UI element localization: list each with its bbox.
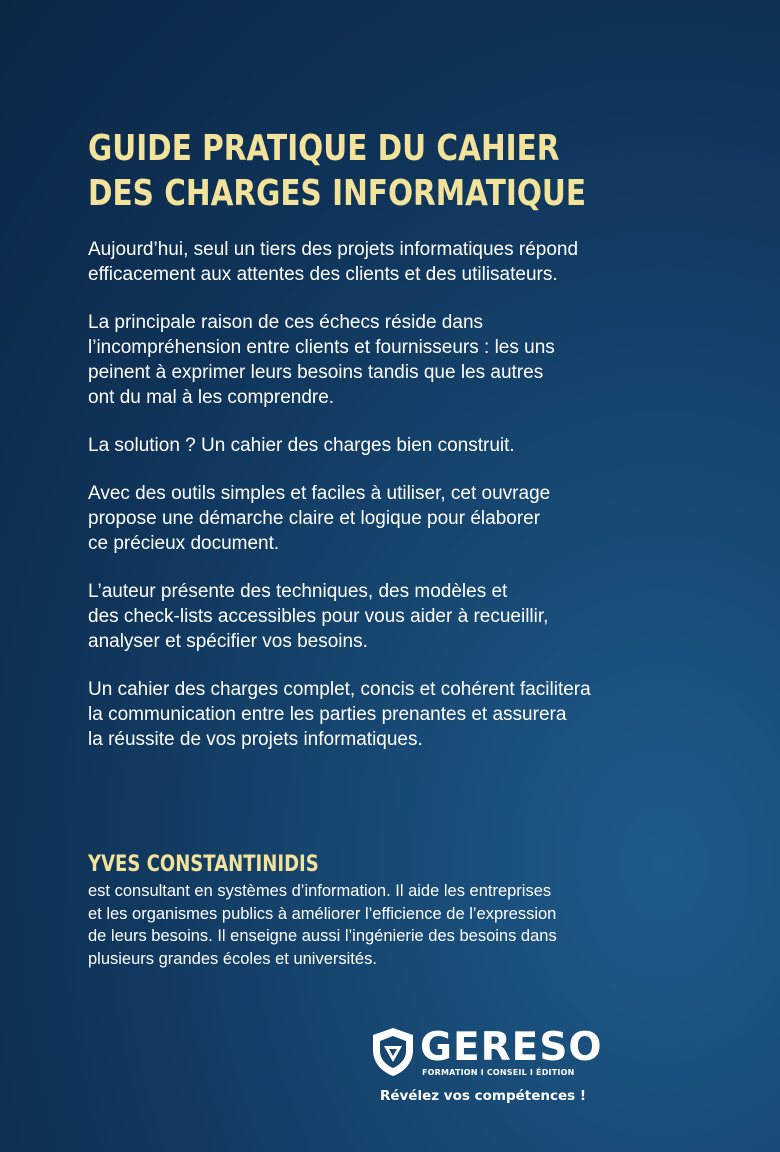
description-paragraph-3: La solution ? Un cahier des charges bien construit. xyxy=(88,435,515,456)
author-name: YVES CONSTANTINIDIS xyxy=(88,852,319,877)
description-paragraph-2: La principale raison de ces échecs réside dans l’incompréhension entre clients et fournisseurs : les uns peinent à exprimer leurs besoins tandis que les autres ont du mal à les comprendre. xyxy=(88,312,555,408)
author-bio: est consultant en systèmes d’information. Il aide les entreprises et les organismes publics à améliorer l’efficience de l’expression de leurs besoins. Il enseigne aussi l’ingénierie des besoins dans plusieurs grandes écoles et universités. xyxy=(88,882,557,968)
publisher-subtitle: FORMATION I CONSEIL I ÉDITION xyxy=(422,1068,575,1077)
description-paragraph-1: Aujourd’hui, seul un tiers des projets informatiques répond efficacement aux attentes des clients et des utilisateurs. xyxy=(88,239,579,285)
publisher-name: GERESO xyxy=(420,1025,603,1070)
publisher-tagline-wrap xyxy=(0,1087,780,1105)
book-title: GUIDE PRATIQUE DU CAHIER DES CHARGES INFORMATIQUE xyxy=(88,128,587,214)
description-paragraph-6: Un cahier des charges complet, concis et cohérent facilitera la communication entre les parties prenantes et assurera la réussite de vos projets informatiques. xyxy=(88,679,591,750)
description-paragraph-4: Avec des outils simples et faciles à utiliser, cet ouvrage propose une démarche claire et logique pour élaborer ce précieux document. xyxy=(88,483,551,554)
publisher-tagline: Révélez vos compétences ! xyxy=(379,1088,587,1104)
shield-logo-icon xyxy=(370,1026,416,1078)
description-paragraph-5: L’auteur présente des techniques, des modèles et des check-lists accessibles pour vous aider à recueillir, analyser et spécifier vos besoins. xyxy=(88,581,549,652)
description xyxy=(88,237,688,775)
